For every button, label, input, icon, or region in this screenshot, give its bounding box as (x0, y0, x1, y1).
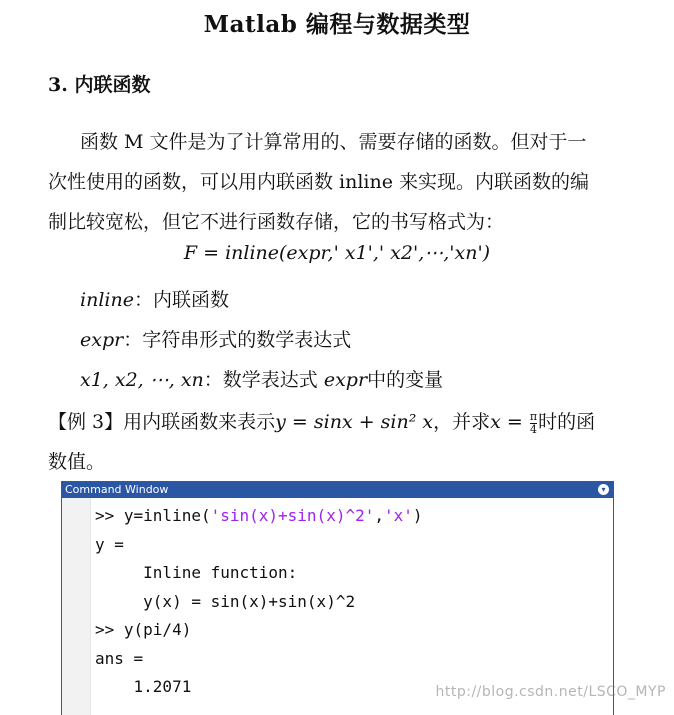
example-line: 数值。 (48, 451, 106, 473)
example-line (48, 402, 638, 442)
definition-desc: ：字符串形式的数学表达式 (123, 329, 352, 351)
page-title: Matlab 编程与数据类型 (203, 11, 471, 38)
definition-item (80, 320, 443, 360)
intro-paragraph (48, 122, 633, 242)
paragraph-line: 函数 M 文件是为了计算常用的、需要存储的函数。但对于一 (80, 131, 587, 153)
command-window-gutter (62, 498, 91, 715)
command-window-output[interactable] (95, 502, 423, 702)
example-equation: y = sinx + sin² x (275, 411, 434, 433)
command-window[interactable] (61, 481, 614, 715)
inline-syntax-formula: F = inline(expr,' x1',' x2',⋯,'xn') (183, 242, 491, 264)
command-window-title: Command Window (65, 483, 169, 496)
output-line: y(x) = sin(x)+sin(x)^2 (95, 591, 356, 611)
definition-term: x1, x2, ⋯, xn (80, 369, 204, 391)
example-prefix: 【例 3】用内联函数来表示 (48, 411, 276, 433)
definition-item (80, 280, 443, 320)
definition-list (80, 280, 443, 400)
definition-term: inline (80, 289, 134, 311)
definition-desc: ：数学表达式 (203, 369, 324, 391)
pi-over-4-fraction: $\frac{\pi}{4}$ (529, 409, 538, 436)
command-line: >> y=inline('sin(x)+sin(x)^2','x') (95, 506, 423, 525)
definition-desc: ：内联函数 (133, 289, 229, 311)
example-block (48, 402, 638, 482)
paragraph-line: 次性使用的函数，可以用内联函数 inline 来实现。内联函数的编 (48, 171, 590, 193)
definition-item (80, 360, 443, 400)
output-line: Inline function: (95, 563, 298, 582)
output-line: y = (95, 534, 124, 554)
window-menu-icon[interactable]: ▾ (598, 484, 609, 495)
command-line: >> y(pi/4) (95, 620, 192, 639)
definition-desc: 中的变量 (367, 369, 444, 391)
output-line: 1.2071 (95, 677, 192, 696)
command-window-titlebar (62, 482, 613, 498)
example-suffix: 时的函 (538, 411, 596, 433)
paragraph-line: 制比较宽松，但它不进行函数存储，它的书写格式为： (48, 211, 505, 233)
watermark: http://blog.csdn.net/LSCO_MYP (435, 684, 666, 700)
definition-term: expr (323, 369, 368, 391)
example-equation: x = (490, 411, 529, 433)
section-heading: 3. 内联函数 (48, 74, 151, 96)
output-line: ans = (95, 648, 144, 668)
example-mid: ，并求 (433, 411, 491, 433)
definition-term: expr (80, 329, 124, 351)
